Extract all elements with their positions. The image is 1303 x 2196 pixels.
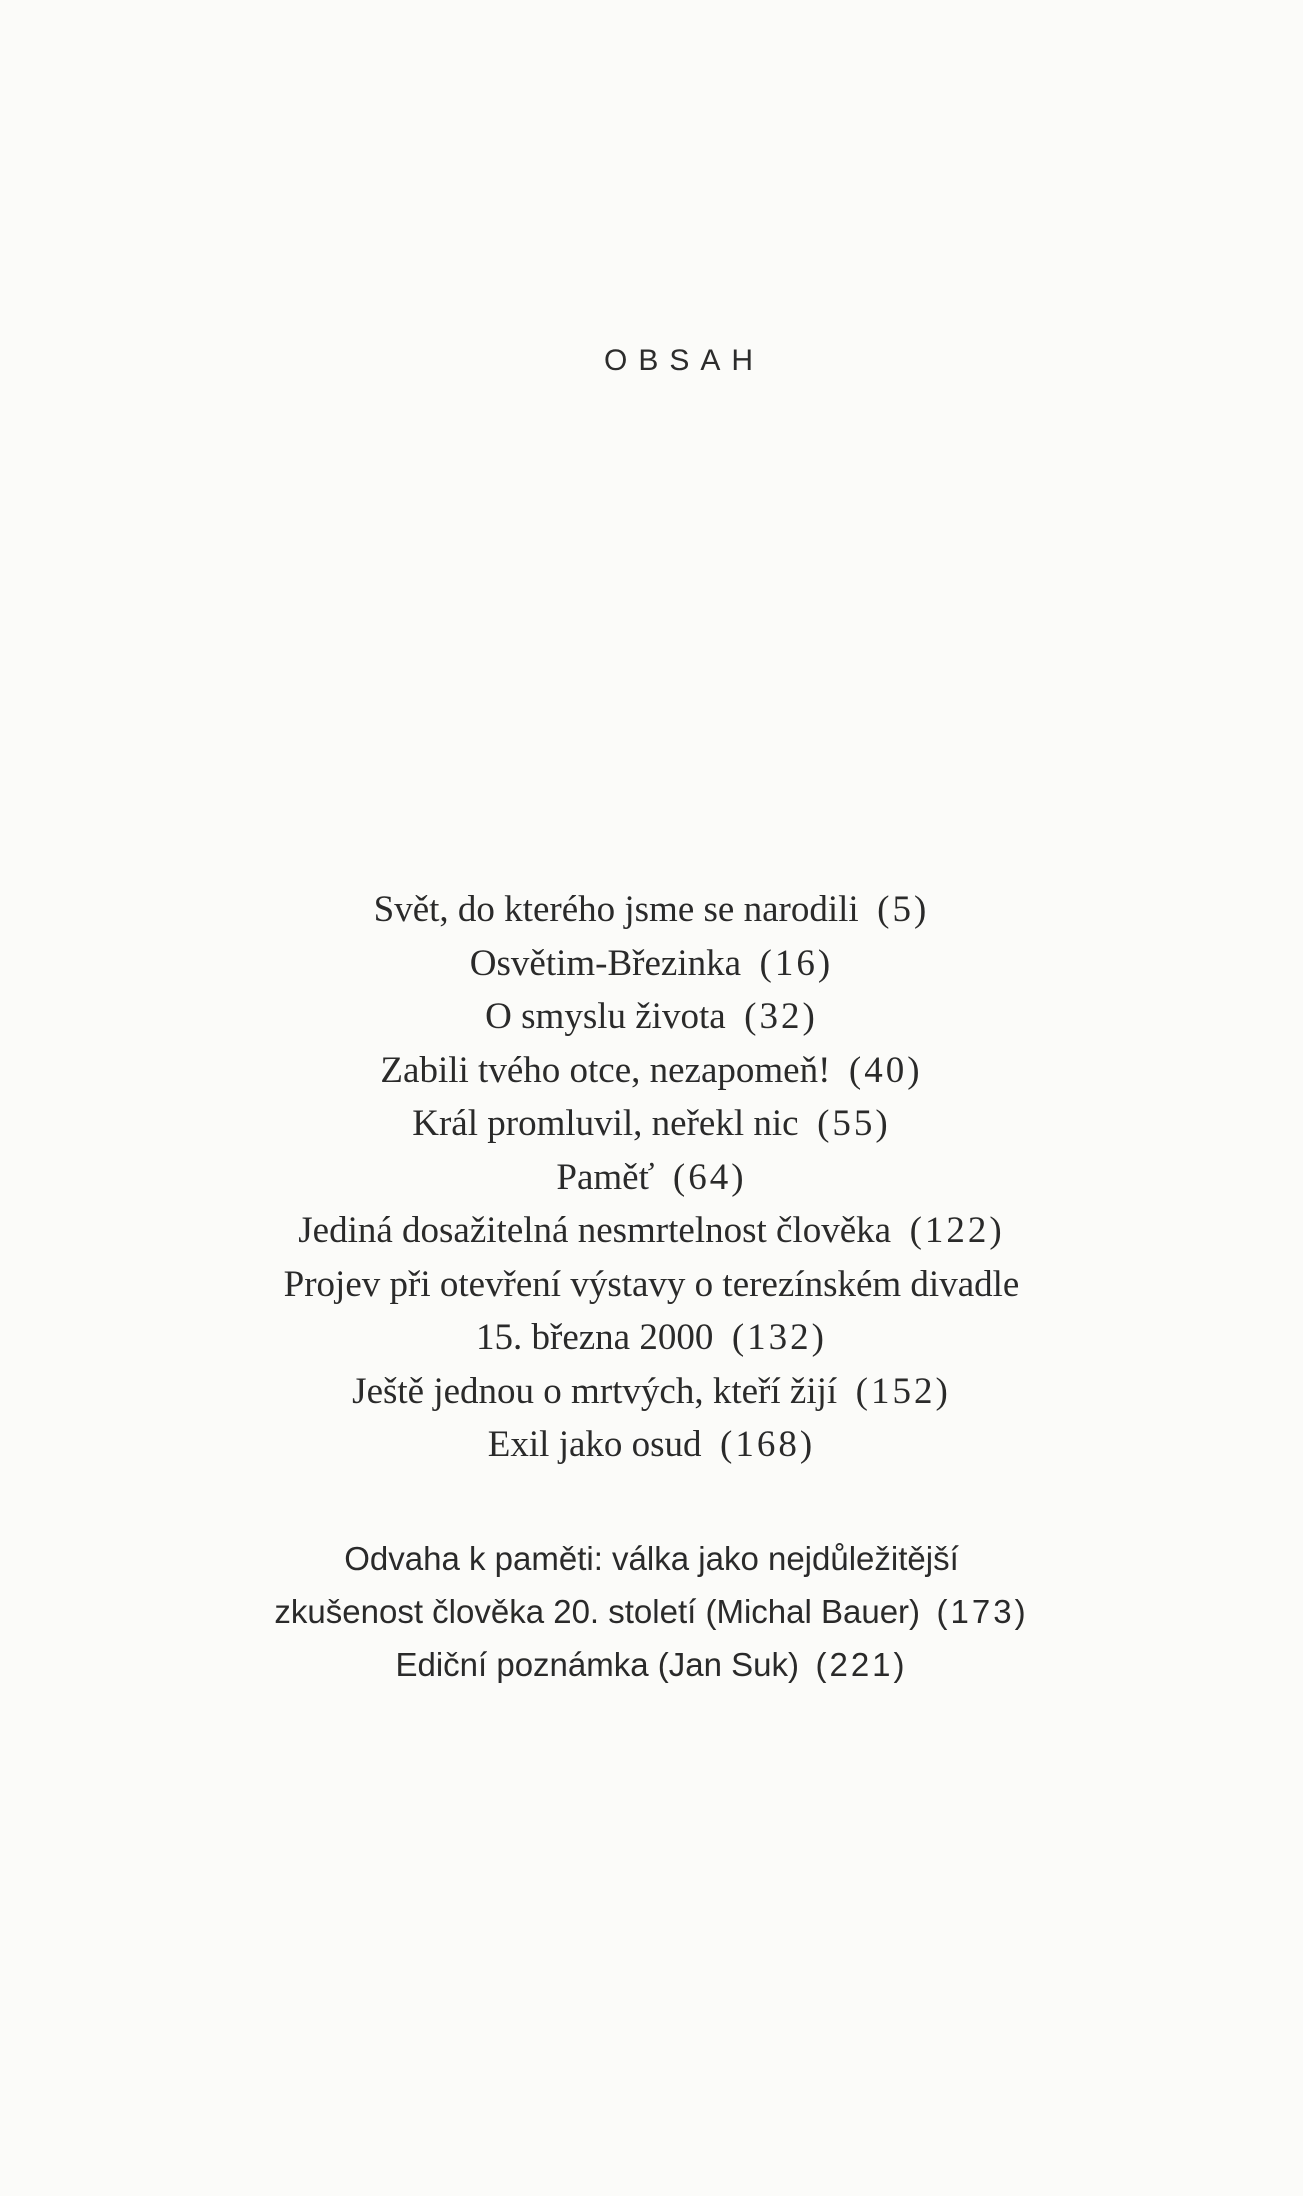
page-heading: OBSAH (603, 344, 765, 377)
toc-entry-page: (32) (744, 996, 818, 1037)
toc-entry (0, 1585, 1303, 1638)
toc-entry-page: (168) (720, 1424, 816, 1465)
toc-entry (0, 1204, 1303, 1258)
toc-entry (0, 937, 1303, 991)
toc-entry-page: (55) (817, 1103, 891, 1144)
toc-entry-page: (40) (848, 1049, 923, 1091)
toc-entry (0, 1365, 1303, 1419)
toc-entry (0, 1532, 1303, 1585)
toc-entry-page: (152) (855, 1370, 951, 1412)
toc-entry-title: Projev při otevření výstavy o terezínském divadle (283, 1263, 1020, 1305)
toc-entry (0, 883, 1303, 937)
toc-entry (0, 1097, 1303, 1151)
toc-entry-page: (221) (815, 1646, 908, 1683)
toc-entry-title: Osvětim-Březinka (469, 942, 742, 984)
toc-entry (0, 1418, 1303, 1472)
toc-entry-page: (5) (877, 889, 930, 930)
toc-entry-title: Jediná dosažitelná nesmrtelnost člověka (298, 1210, 892, 1251)
appendix-contents (0, 1532, 1303, 1691)
toc-entry (0, 1638, 1303, 1691)
toc-entry-title: 15. března 2000 (476, 1317, 714, 1358)
toc-entry (0, 1044, 1303, 1098)
toc-entry-title: Král promluvil, neřekl nic (412, 1103, 799, 1144)
toc-entry-page: (122) (909, 1210, 1005, 1251)
toc-entry-title: Ještě jednou o mrtvých, kteří žijí (352, 1370, 838, 1412)
toc-entry-page: (16) (759, 942, 834, 984)
toc-entry-title: O smyslu života (485, 996, 726, 1037)
toc-entry-title: Exil jako osud (487, 1424, 702, 1465)
toc-entry (0, 990, 1303, 1044)
toc-entry-title: Zabili tvého otce, nezapomeň! (380, 1049, 831, 1091)
toc-entry-page: (173) (936, 1593, 1029, 1630)
toc-entry-title: Paměť (556, 1156, 655, 1198)
toc-entry-page: (64) (672, 1156, 747, 1198)
toc-entry-title: Svět, do kterého jsme se narodili (373, 889, 859, 930)
toc-entry (0, 1311, 1303, 1365)
table-of-contents (0, 883, 1303, 1472)
toc-entry-title: Odvaha k paměti: válka jako nejdůležitější (344, 1540, 959, 1577)
toc-entry (0, 1258, 1303, 1312)
toc-entry (0, 1151, 1303, 1205)
toc-entry-title: Ediční poznámka (Jan Suk) (395, 1646, 799, 1683)
toc-entry-title: zkušenost člověka 20. století (Michal Bauer) (274, 1593, 921, 1630)
toc-entry-page: (132) (731, 1317, 827, 1358)
